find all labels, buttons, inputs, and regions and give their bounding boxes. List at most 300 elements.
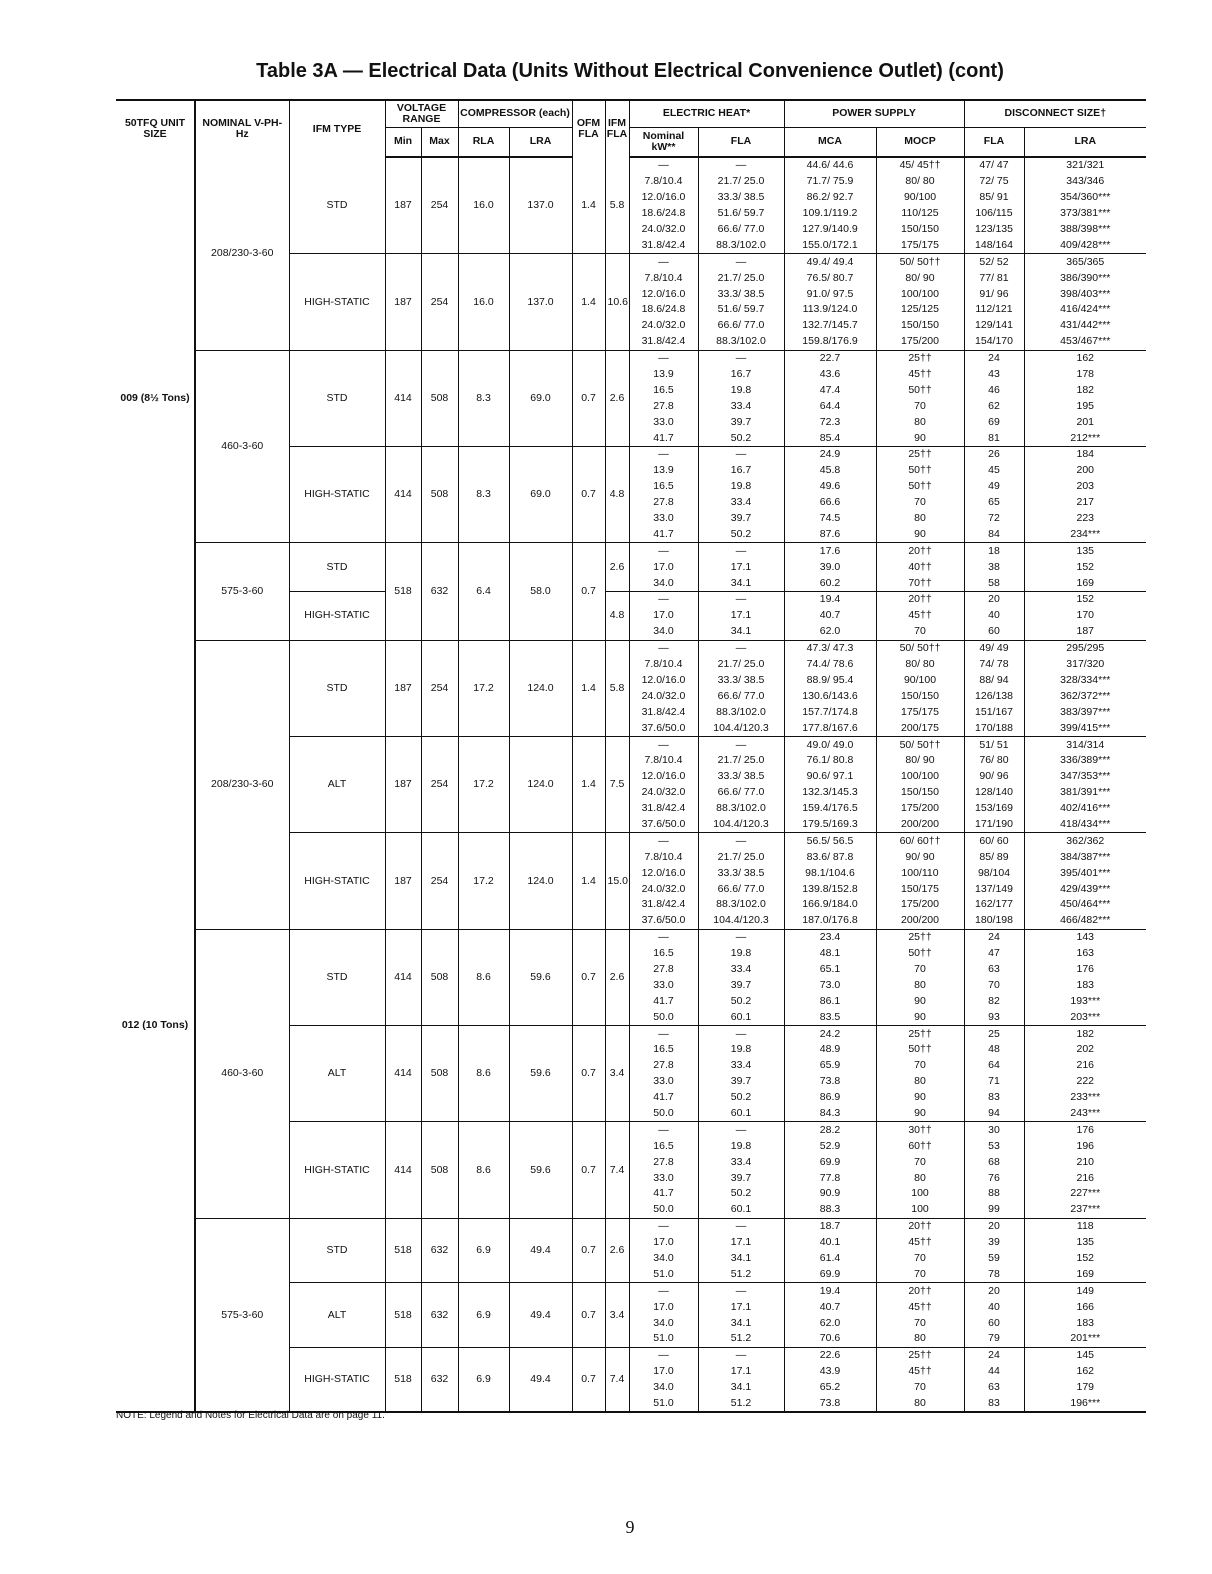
ifm-type-cell: HIGH-STATIC bbox=[289, 833, 385, 929]
disconnect-lra-cell: 395/401*** bbox=[1024, 865, 1146, 881]
ifm-type-cell: STD bbox=[289, 929, 385, 1025]
disconnect-lra-cell: 466/482*** bbox=[1024, 913, 1146, 929]
mca-cell: 62.0 bbox=[784, 1315, 876, 1331]
header-compressor: COMPRESSOR (each) bbox=[458, 100, 572, 127]
voltage-min-cell: 414 bbox=[385, 1026, 421, 1122]
mocp-cell: 100/100 bbox=[876, 769, 964, 785]
disconnect-fla-cell: 88/ 94 bbox=[964, 673, 1024, 689]
heat-kw-cell: 37.6/50.0 bbox=[629, 720, 698, 736]
mca-cell: 166.9/184.0 bbox=[784, 897, 876, 913]
mocp-cell: 90 bbox=[876, 430, 964, 446]
voltage-max-cell: 254 bbox=[421, 640, 458, 736]
mocp-cell: 70 bbox=[876, 1315, 964, 1331]
mca-cell: 74.5 bbox=[784, 511, 876, 527]
heat-kw-cell: 41.7 bbox=[629, 430, 698, 446]
disconnect-lra-cell: 234*** bbox=[1024, 526, 1146, 542]
mca-cell: 155.0/172.1 bbox=[784, 237, 876, 253]
disconnect-fla-cell: 62 bbox=[964, 398, 1024, 414]
voltage-min-cell: 518 bbox=[385, 1347, 421, 1412]
disconnect-lra-cell: 233*** bbox=[1024, 1090, 1146, 1106]
disconnect-lra-cell: 216 bbox=[1024, 1170, 1146, 1186]
mca-cell: 86.2/ 92.7 bbox=[784, 190, 876, 206]
mca-cell: 23.4 bbox=[784, 929, 876, 945]
disconnect-fla-cell: 68 bbox=[964, 1154, 1024, 1170]
mocp-cell: 45†† bbox=[876, 1235, 964, 1251]
mca-cell: 177.8/167.6 bbox=[784, 720, 876, 736]
mca-cell: 70.6 bbox=[784, 1331, 876, 1347]
disconnect-fla-cell: 46 bbox=[964, 382, 1024, 398]
compressor-lra-cell: 124.0 bbox=[509, 640, 572, 736]
disconnect-lra-cell: 135 bbox=[1024, 1235, 1146, 1251]
heat-fla-cell: 66.6/ 77.0 bbox=[698, 222, 784, 238]
mca-cell: 76.5/ 80.7 bbox=[784, 270, 876, 286]
ifm-fla-cell: 3.4 bbox=[605, 1283, 629, 1348]
mca-cell: 179.5/169.3 bbox=[784, 817, 876, 833]
mca-cell: 86.9 bbox=[784, 1090, 876, 1106]
voltage-min-cell: 414 bbox=[385, 350, 421, 446]
heat-fla-cell: 33.3/ 38.5 bbox=[698, 190, 784, 206]
disconnect-lra-cell: 183 bbox=[1024, 1315, 1146, 1331]
heat-fla-cell: 60.1 bbox=[698, 1202, 784, 1218]
heat-kw-cell: 51.0 bbox=[629, 1396, 698, 1413]
compressor-lra-cell: 59.6 bbox=[509, 929, 572, 1025]
disconnect-lra-cell: 163 bbox=[1024, 946, 1146, 962]
disconnect-fla-cell: 40 bbox=[964, 608, 1024, 624]
table-row bbox=[116, 929, 1146, 945]
disconnect-lra-cell: 388/398*** bbox=[1024, 222, 1146, 238]
mca-cell: 69.9 bbox=[784, 1266, 876, 1282]
mocp-cell: 90/100 bbox=[876, 673, 964, 689]
header-ifm-type: IFM TYPE bbox=[289, 100, 385, 157]
header-mocp: MOCP bbox=[876, 127, 964, 157]
voltage-min-cell: 518 bbox=[385, 1283, 421, 1348]
header-mca: MCA bbox=[784, 127, 876, 157]
voltage-min-cell: 187 bbox=[385, 254, 421, 350]
heat-fla-cell: 33.4 bbox=[698, 495, 784, 511]
mocp-cell: 50/ 50†† bbox=[876, 737, 964, 753]
mocp-cell: 20†† bbox=[876, 543, 964, 559]
voltage-min-cell: 187 bbox=[385, 737, 421, 833]
disconnect-lra-cell: 183 bbox=[1024, 977, 1146, 993]
table-row bbox=[116, 640, 1146, 656]
heat-fla-cell: 104.4/120.3 bbox=[698, 817, 784, 833]
header-disconnect-size: DISCONNECT SIZE† bbox=[964, 100, 1146, 127]
heat-kw-cell: — bbox=[629, 254, 698, 270]
ifm-type-cell: STD bbox=[289, 1218, 385, 1283]
disconnect-fla-cell: 72/ 75 bbox=[964, 174, 1024, 190]
header-power-supply: POWER SUPPLY bbox=[784, 100, 964, 127]
heat-fla-cell: 88.3/102.0 bbox=[698, 801, 784, 817]
mocp-cell: 150/150 bbox=[876, 688, 964, 704]
header-electric-heat: ELECTRIC HEAT* bbox=[629, 100, 784, 127]
heat-fla-cell: 50.2 bbox=[698, 1186, 784, 1202]
disconnect-lra-cell: 169 bbox=[1024, 1266, 1146, 1282]
heat-kw-cell: 51.0 bbox=[629, 1331, 698, 1347]
mocp-cell: 100 bbox=[876, 1186, 964, 1202]
disconnect-lra-cell: 222 bbox=[1024, 1074, 1146, 1090]
mocp-cell: 80 bbox=[876, 1331, 964, 1347]
disconnect-fla-cell: 79 bbox=[964, 1331, 1024, 1347]
heat-fla-cell: 17.1 bbox=[698, 1299, 784, 1315]
compressor-rla-cell: 8.6 bbox=[458, 1122, 509, 1218]
mocp-cell: 175/200 bbox=[876, 334, 964, 350]
heat-kw-cell: 17.0 bbox=[629, 1235, 698, 1251]
disconnect-fla-cell: 20 bbox=[964, 592, 1024, 608]
mca-cell: 61.4 bbox=[784, 1251, 876, 1267]
mca-cell: 40.1 bbox=[784, 1235, 876, 1251]
disconnect-fla-cell: 76 bbox=[964, 1170, 1024, 1186]
disconnect-fla-cell: 53 bbox=[964, 1138, 1024, 1154]
heat-kw-cell: 50.0 bbox=[629, 1009, 698, 1025]
table-title: Table 3A — Electrical Data (Units Without Electrical Convenience Outlet) (cont) bbox=[256, 60, 1004, 82]
disconnect-fla-cell: 85/ 89 bbox=[964, 849, 1024, 865]
ofm-fla-cell: 1.4 bbox=[572, 737, 605, 833]
mca-cell: 73.0 bbox=[784, 977, 876, 993]
compressor-rla-cell: 8.6 bbox=[458, 1026, 509, 1122]
compressor-rla-cell: 6.9 bbox=[458, 1283, 509, 1348]
mocp-cell: 80 bbox=[876, 1074, 964, 1090]
disconnect-lra-cell: 193*** bbox=[1024, 993, 1146, 1009]
mocp-cell: 25†† bbox=[876, 350, 964, 366]
mocp-cell: 80 bbox=[876, 511, 964, 527]
nominal-voltage-cell: 460-3-60 bbox=[195, 350, 289, 543]
ifm-type-cell: ALT bbox=[289, 1283, 385, 1348]
disconnect-lra-cell: 170 bbox=[1024, 608, 1146, 624]
mocp-cell: 100/100 bbox=[876, 286, 964, 302]
compressor-rla-cell: 17.2 bbox=[458, 737, 509, 833]
mocp-cell: 45†† bbox=[876, 367, 964, 383]
disconnect-fla-cell: 71 bbox=[964, 1074, 1024, 1090]
heat-fla-cell: 21.7/ 25.0 bbox=[698, 270, 784, 286]
heat-kw-cell: 24.0/32.0 bbox=[629, 222, 698, 238]
mocp-cell: 40†† bbox=[876, 559, 964, 575]
disconnect-lra-cell: 187 bbox=[1024, 624, 1146, 640]
disconnect-fla-cell: 24 bbox=[964, 350, 1024, 366]
mocp-cell: 150/150 bbox=[876, 785, 964, 801]
disconnect-lra-cell: 295/295 bbox=[1024, 640, 1146, 656]
voltage-max-cell: 254 bbox=[421, 833, 458, 929]
heat-fla-cell: 16.7 bbox=[698, 367, 784, 383]
heat-kw-cell: 7.8/10.4 bbox=[629, 753, 698, 769]
mocp-cell: 90 bbox=[876, 1106, 964, 1122]
heat-kw-cell: 12.0/16.0 bbox=[629, 286, 698, 302]
mocp-cell: 200/200 bbox=[876, 913, 964, 929]
page-number: 9 bbox=[625, 1517, 635, 1537]
ifm-type-cell: HIGH-STATIC bbox=[289, 1347, 385, 1412]
heat-fla-cell: 19.8 bbox=[698, 946, 784, 962]
heat-kw-cell: — bbox=[629, 447, 698, 463]
heat-fla-cell: — bbox=[698, 929, 784, 945]
heat-fla-cell: 60.1 bbox=[698, 1106, 784, 1122]
ofm-fla-cell: 0.7 bbox=[572, 929, 605, 1025]
mocp-cell: 90 bbox=[876, 993, 964, 1009]
heat-kw-cell: 16.5 bbox=[629, 382, 698, 398]
disconnect-lra-cell: 162 bbox=[1024, 350, 1146, 366]
disconnect-lra-cell: 453/467*** bbox=[1024, 334, 1146, 350]
mca-cell: 40.7 bbox=[784, 608, 876, 624]
heat-kw-cell: 13.9 bbox=[629, 463, 698, 479]
mocp-cell: 45†† bbox=[876, 1364, 964, 1380]
disconnect-fla-cell: 39 bbox=[964, 1235, 1024, 1251]
mca-cell: 88.9/ 95.4 bbox=[784, 673, 876, 689]
mocp-cell: 150/150 bbox=[876, 222, 964, 238]
header-min: Min bbox=[385, 127, 421, 157]
mocp-cell: 175/200 bbox=[876, 897, 964, 913]
mca-cell: 18.7 bbox=[784, 1218, 876, 1234]
disconnect-lra-cell: 223 bbox=[1024, 511, 1146, 527]
mocp-cell: 100 bbox=[876, 1202, 964, 1218]
header-voltage-range: VOLTAGE RANGE bbox=[385, 100, 458, 127]
mca-cell: 127.9/140.9 bbox=[784, 222, 876, 238]
disconnect-lra-cell: 212*** bbox=[1024, 430, 1146, 446]
disconnect-fla-cell: 60 bbox=[964, 624, 1024, 640]
ifm-type-cell: ALT bbox=[289, 737, 385, 833]
heat-fla-cell: 16.7 bbox=[698, 463, 784, 479]
disconnect-lra-cell: 152 bbox=[1024, 1251, 1146, 1267]
heat-kw-cell: 27.8 bbox=[629, 495, 698, 511]
disconnect-lra-cell: 182 bbox=[1024, 382, 1146, 398]
mocp-cell: 70 bbox=[876, 624, 964, 640]
voltage-max-cell: 254 bbox=[421, 254, 458, 350]
disconnect-lra-cell: 152 bbox=[1024, 559, 1146, 575]
header-max: Max bbox=[421, 127, 458, 157]
heat-fla-cell: 33.4 bbox=[698, 1058, 784, 1074]
ofm-fla-cell: 0.7 bbox=[572, 447, 605, 543]
disconnect-lra-cell: 143 bbox=[1024, 929, 1146, 945]
ifm-type-cell: HIGH-STATIC bbox=[289, 592, 385, 641]
mocp-cell: 20†† bbox=[876, 592, 964, 608]
mca-cell: 84.3 bbox=[784, 1106, 876, 1122]
compressor-lra-cell: 59.6 bbox=[509, 1026, 572, 1122]
heat-kw-cell: — bbox=[629, 157, 698, 174]
disconnect-fla-cell: 47 bbox=[964, 946, 1024, 962]
compressor-rla-cell: 6.9 bbox=[458, 1218, 509, 1283]
mca-cell: 62.0 bbox=[784, 624, 876, 640]
voltage-max-cell: 632 bbox=[421, 1283, 458, 1348]
heat-fla-cell: 17.1 bbox=[698, 559, 784, 575]
mca-cell: 48.9 bbox=[784, 1042, 876, 1058]
mca-cell: 113.9/124.0 bbox=[784, 302, 876, 318]
mocp-cell: 45†† bbox=[876, 608, 964, 624]
header-rla: RLA bbox=[458, 127, 509, 157]
mocp-cell: 70†† bbox=[876, 575, 964, 591]
mca-cell: 49.0/ 49.0 bbox=[784, 737, 876, 753]
mca-cell: 157.7/174.8 bbox=[784, 704, 876, 720]
disconnect-lra-cell: 196 bbox=[1024, 1138, 1146, 1154]
disconnect-fla-cell: 170/188 bbox=[964, 720, 1024, 736]
compressor-rla-cell: 6.9 bbox=[458, 1347, 509, 1412]
mocp-cell: 80 bbox=[876, 414, 964, 430]
voltage-min-cell: 414 bbox=[385, 447, 421, 543]
heat-kw-cell: 33.0 bbox=[629, 1170, 698, 1186]
disconnect-lra-cell: 179 bbox=[1024, 1380, 1146, 1396]
heat-kw-cell: 16.5 bbox=[629, 946, 698, 962]
disconnect-lra-cell: 399/415*** bbox=[1024, 720, 1146, 736]
disconnect-lra-cell: 201 bbox=[1024, 414, 1146, 430]
disconnect-fla-cell: 93 bbox=[964, 1009, 1024, 1025]
disconnect-lra-cell: 429/439*** bbox=[1024, 881, 1146, 897]
compressor-lra-cell: 124.0 bbox=[509, 737, 572, 833]
heat-kw-cell: 13.9 bbox=[629, 367, 698, 383]
mca-cell: 65.9 bbox=[784, 1058, 876, 1074]
heat-kw-cell: 16.5 bbox=[629, 479, 698, 495]
mocp-cell: 50†† bbox=[876, 946, 964, 962]
mca-cell: 132.7/145.7 bbox=[784, 318, 876, 334]
heat-kw-cell: 31.8/42.4 bbox=[629, 704, 698, 720]
disconnect-fla-cell: 78 bbox=[964, 1266, 1024, 1282]
mca-cell: 56.5/ 56.5 bbox=[784, 833, 876, 849]
mca-cell: 19.4 bbox=[784, 1283, 876, 1299]
disconnect-fla-cell: 94 bbox=[964, 1106, 1024, 1122]
heat-fla-cell: 88.3/102.0 bbox=[698, 334, 784, 350]
mca-cell: 64.4 bbox=[784, 398, 876, 414]
mca-cell: 47.4 bbox=[784, 382, 876, 398]
ifm-fla-cell: 2.6 bbox=[605, 929, 629, 1025]
mocp-cell: 45†† bbox=[876, 1299, 964, 1315]
mocp-cell: 80 bbox=[876, 977, 964, 993]
mocp-cell: 80/ 80 bbox=[876, 174, 964, 190]
ifm-fla-cell: 3.4 bbox=[605, 1026, 629, 1122]
ofm-fla-cell: 0.7 bbox=[572, 350, 605, 446]
mca-cell: 43.6 bbox=[784, 367, 876, 383]
disconnect-fla-cell: 154/170 bbox=[964, 334, 1024, 350]
heat-kw-cell: 17.0 bbox=[629, 608, 698, 624]
disconnect-lra-cell: 118 bbox=[1024, 1218, 1146, 1234]
voltage-max-cell: 632 bbox=[421, 1218, 458, 1283]
disconnect-fla-cell: 126/138 bbox=[964, 688, 1024, 704]
disconnect-fla-cell: 72 bbox=[964, 511, 1024, 527]
heat-kw-cell: 16.5 bbox=[629, 1042, 698, 1058]
heat-fla-cell: 66.6/ 77.0 bbox=[698, 688, 784, 704]
disconnect-fla-cell: 24 bbox=[964, 929, 1024, 945]
compressor-rla-cell: 6.4 bbox=[458, 543, 509, 640]
mocp-cell: 90 bbox=[876, 526, 964, 542]
disconnect-lra-cell: 328/334*** bbox=[1024, 673, 1146, 689]
disconnect-fla-cell: 77/ 81 bbox=[964, 270, 1024, 286]
mca-cell: 65.2 bbox=[784, 1380, 876, 1396]
disconnect-fla-cell: 40 bbox=[964, 1299, 1024, 1315]
ifm-type-cell: STD bbox=[289, 157, 385, 254]
heat-fla-cell: 66.6/ 77.0 bbox=[698, 318, 784, 334]
heat-kw-cell: 17.0 bbox=[629, 1364, 698, 1380]
heat-kw-cell: 12.0/16.0 bbox=[629, 673, 698, 689]
heat-kw-cell: 31.8/42.4 bbox=[629, 801, 698, 817]
mocp-cell: 25†† bbox=[876, 447, 964, 463]
mca-cell: 130.6/143.6 bbox=[784, 688, 876, 704]
disconnect-lra-cell: 398/403*** bbox=[1024, 286, 1146, 302]
disconnect-lra-cell: 203*** bbox=[1024, 1009, 1146, 1025]
mca-cell: 44.6/ 44.6 bbox=[784, 157, 876, 174]
disconnect-fla-cell: 162/177 bbox=[964, 897, 1024, 913]
heat-kw-cell: 7.8/10.4 bbox=[629, 849, 698, 865]
header-ifm-fla: IFM FLA bbox=[605, 100, 629, 157]
mca-cell: 47.3/ 47.3 bbox=[784, 640, 876, 656]
heat-fla-cell: 19.8 bbox=[698, 1042, 784, 1058]
disconnect-fla-cell: 30 bbox=[964, 1122, 1024, 1138]
mca-cell: 159.8/176.9 bbox=[784, 334, 876, 350]
disconnect-lra-cell: 336/389*** bbox=[1024, 753, 1146, 769]
compressor-rla-cell: 16.0 bbox=[458, 157, 509, 254]
disconnect-fla-cell: 98/104 bbox=[964, 865, 1024, 881]
heat-fla-cell: — bbox=[698, 640, 784, 656]
disconnect-fla-cell: 90/ 96 bbox=[964, 769, 1024, 785]
disconnect-fla-cell: 43 bbox=[964, 367, 1024, 383]
disconnect-lra-cell: 145 bbox=[1024, 1347, 1146, 1363]
disconnect-lra-cell: 169 bbox=[1024, 575, 1146, 591]
ifm-fla-cell: 2.6 bbox=[605, 1218, 629, 1283]
heat-fla-cell: 33.3/ 38.5 bbox=[698, 286, 784, 302]
heat-fla-cell: 88.3/102.0 bbox=[698, 704, 784, 720]
header-heat-fla: FLA bbox=[698, 127, 784, 157]
mocp-cell: 150/150 bbox=[876, 318, 964, 334]
mca-cell: 77.8 bbox=[784, 1170, 876, 1186]
disconnect-lra-cell: 373/381*** bbox=[1024, 206, 1146, 222]
mca-cell: 24.2 bbox=[784, 1026, 876, 1042]
disconnect-lra-cell: 384/387*** bbox=[1024, 849, 1146, 865]
disconnect-lra-cell: 166 bbox=[1024, 1299, 1146, 1315]
footnote: NOTE: Legend and Notes for Electrical Data are on page 11. bbox=[116, 1410, 385, 1421]
table-row bbox=[116, 350, 1146, 366]
disconnect-fla-cell: 63 bbox=[964, 962, 1024, 978]
heat-kw-cell: 17.0 bbox=[629, 1299, 698, 1315]
heat-fla-cell: 51.2 bbox=[698, 1331, 784, 1347]
mocp-cell: 60†† bbox=[876, 1138, 964, 1154]
header-nominal: NOMINAL V-PH-Hz bbox=[195, 100, 289, 157]
heat-fla-cell: 104.4/120.3 bbox=[698, 720, 784, 736]
heat-fla-cell: — bbox=[698, 1218, 784, 1234]
mocp-cell: 20†† bbox=[876, 1283, 964, 1299]
heat-fla-cell: — bbox=[698, 737, 784, 753]
heat-fla-cell: — bbox=[698, 592, 784, 608]
heat-kw-cell: 27.8 bbox=[629, 1058, 698, 1074]
disconnect-fla-cell: 51/ 51 bbox=[964, 737, 1024, 753]
compressor-rla-cell: 17.2 bbox=[458, 640, 509, 736]
ifm-fla-cell: 4.8 bbox=[605, 592, 629, 641]
heat-fla-cell: — bbox=[698, 254, 784, 270]
heat-kw-cell: 34.0 bbox=[629, 624, 698, 640]
disconnect-lra-cell: 418/434*** bbox=[1024, 817, 1146, 833]
mocp-cell: 70 bbox=[876, 1380, 964, 1396]
disconnect-lra-cell: 386/390*** bbox=[1024, 270, 1146, 286]
heat-kw-cell: 33.0 bbox=[629, 414, 698, 430]
header-lra: LRA bbox=[509, 127, 572, 157]
ifm-fla-cell: 7.4 bbox=[605, 1122, 629, 1218]
heat-fla-cell: 34.1 bbox=[698, 624, 784, 640]
heat-kw-cell: 12.0/16.0 bbox=[629, 865, 698, 881]
disconnect-fla-cell: 18 bbox=[964, 543, 1024, 559]
ifm-type-cell: STD bbox=[289, 350, 385, 446]
heat-kw-cell: 31.8/42.4 bbox=[629, 237, 698, 253]
disconnect-fla-cell: 123/135 bbox=[964, 222, 1024, 238]
ifm-fla-cell: 15.0 bbox=[605, 833, 629, 929]
voltage-max-cell: 508 bbox=[421, 447, 458, 543]
mca-cell: 22.7 bbox=[784, 350, 876, 366]
disconnect-fla-cell: 88 bbox=[964, 1186, 1024, 1202]
mca-cell: 60.2 bbox=[784, 575, 876, 591]
mca-cell: 39.0 bbox=[784, 559, 876, 575]
mca-cell: 40.7 bbox=[784, 1299, 876, 1315]
compressor-rla-cell: 8.6 bbox=[458, 929, 509, 1025]
heat-kw-cell: 41.7 bbox=[629, 1186, 698, 1202]
mca-cell: 22.6 bbox=[784, 1347, 876, 1363]
mocp-cell: 150/175 bbox=[876, 881, 964, 897]
table-row bbox=[116, 157, 1146, 174]
voltage-min-cell: 518 bbox=[385, 543, 421, 640]
mca-cell: 90.6/ 97.1 bbox=[784, 769, 876, 785]
heat-fla-cell: — bbox=[698, 1283, 784, 1299]
mca-cell: 73.8 bbox=[784, 1396, 876, 1413]
heat-fla-cell: — bbox=[698, 1122, 784, 1138]
